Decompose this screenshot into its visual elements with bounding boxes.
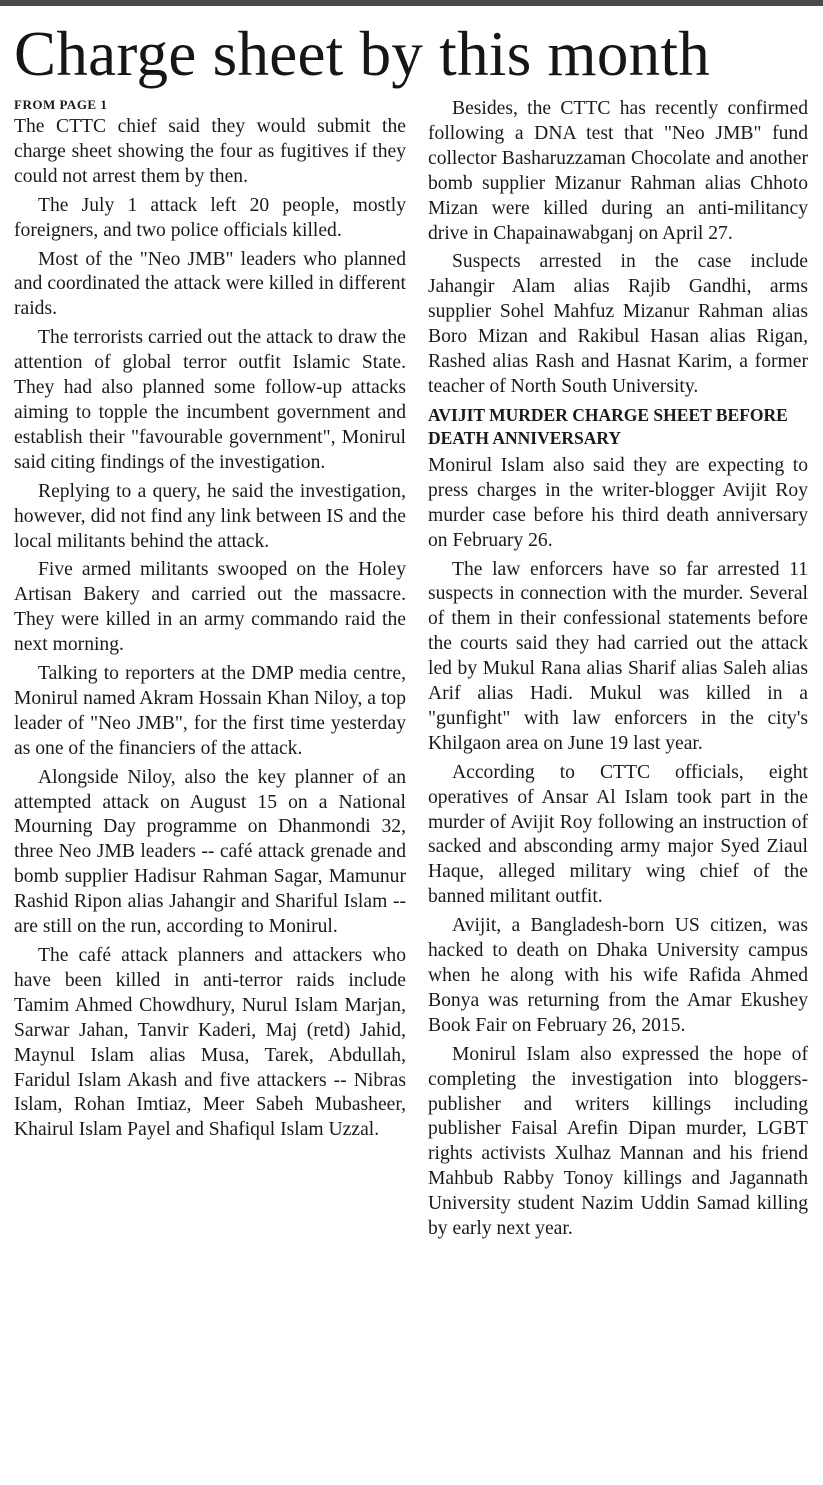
paragraph: Alongside Niloy, also the key planner of an attempted attack on August 15 on a National Mourning Day programme on Dhanmondi 32, three Neo JMB leaders -- café attack grenade and bomb supplier Hadisur Rahman Sagar, Mamunur Rashid Ripon alias Jahangir and Shariful Islam -- are still on the run, according to Monirul. (14, 766, 406, 938)
paragraph: The café attack planners and attackers who have been killed in anti-terror raids include Tamim Ahmed Chowdhury, Nurul Islam Marjan, Sarwar Jahan, Tanvir Kaderi, Maj (retd) Jahid, Maynul Islam alias Musa, Tarek, Abdullah, Faridul Islam Akash and five attackers -- Nibras Islam, Rohan Imtiaz, Meer Sabeh Mubasheer, Khairul Islam Payel and Shafiqul Islam Uzzal. (14, 945, 406, 1141)
paragraph: Suspects arrested in the case include Jahangir Alam alias Rajib Gandhi, arms supplier Sohel Mahfuz Mizanur Rahman alias Boro Mizan and Rakibul Hasan alias Rigan, Rashed alias Rash and Hasnat Karim, a former teacher of North South University. (428, 251, 808, 397)
headline: Charge sheet by this month (14, 19, 711, 89)
paragraph: Talking to reporters at the DMP media centre, Monirul named Akram Hossain Khan Niloy, a top leader of "Neo JMB", for the first time yesterday as one of the financiers of the attack. (14, 663, 406, 759)
paragraph: Besides, the CTTC has recently confirmed following a DNA test that "Neo JMB" fund collector Basharuzzaman Chocolate and another bomb supplier Mizanur Rahman alias Chhoto Mizan were killed during an anti-militancy drive in Chapainawabganj on April 27. (428, 98, 808, 244)
paragraph: Most of the "Neo JMB" leaders who planned and coordinated the attack were killed in different raids. (14, 248, 406, 320)
right-column (428, 97, 808, 1246)
top-rule (0, 0, 823, 6)
continued-from-label: FROM PAGE 1 (14, 97, 108, 112)
paragraph: Monirul Islam also expressed the hope of completing the investigation into bloggers-publisher and writers killings including publisher Faisal Arefin Dipan murder, LGBT rights activists Xulhaz Mannan and his friend Mahbub Rabby Tonoy killings and Jagannath University student Nazim Uddin Samad killing by early next year. (428, 1043, 808, 1240)
paragraph: Replying to a query, he said the investigation, however, did not find any link between IS and the local militants behind the attack. (14, 480, 406, 552)
paragraph: Five armed militants swooped on the Holey Artisan Bakery and carried out the massacre. They were killed in an army commando raid the next morning. (14, 559, 406, 656)
section-subhead: AVIJIT MURDER CHARGE SHEET BEFORE DEATH ANNIVERSARY (428, 404, 788, 448)
paragraph: The law enforcers have so far arrested 11 suspects in connection with the murder. Several of them in their confessional statements before the courts said they had carried out the attack led by Mukul Rana alias Sharif alias Saleh alias Arif alias Hadi. Mukul was killed in a "gunfight" with law enforcers in the city's Khilgaon area on June 19 last year. (428, 558, 808, 754)
paragraph: The July 1 attack left 20 people, mostly foreigners, and two police officials killed. (14, 194, 406, 241)
paragraph: Avijit, a Bangladesh-born US citizen, was hacked to death on Dhaka University campus when he along with his wife Rafida Ahmed Bonya was returning from the Amar Ekushey Book Fair on February 26, 2015. (428, 915, 808, 1036)
left-column (14, 97, 406, 1147)
paragraph: According to CTTC officials, eight operatives of Ansar Al Islam took part in the murder of Avijit Roy following an instruction of sacked and absconding army major Syed Ziaul Haque, alleged military wing chief of the banned militant outfit. (428, 761, 808, 908)
paragraph: Monirul Islam also said they are expecting to press charges in the writer-blogger Avijit Roy murder case before his third death anniversary on February 26. (428, 454, 808, 551)
paragraph: The CTTC chief said they would submit the charge sheet showing the four as fugitives if they could not arrest them by then. (14, 116, 406, 187)
paragraph: The terrorists carried out the attack to draw the attention of global terror outfit Islamic State. They had also planned some follow-up attacks aiming to topple the incumbent government and establish their "favourable government", Monirul said citing findings of the investigation. (14, 327, 406, 473)
